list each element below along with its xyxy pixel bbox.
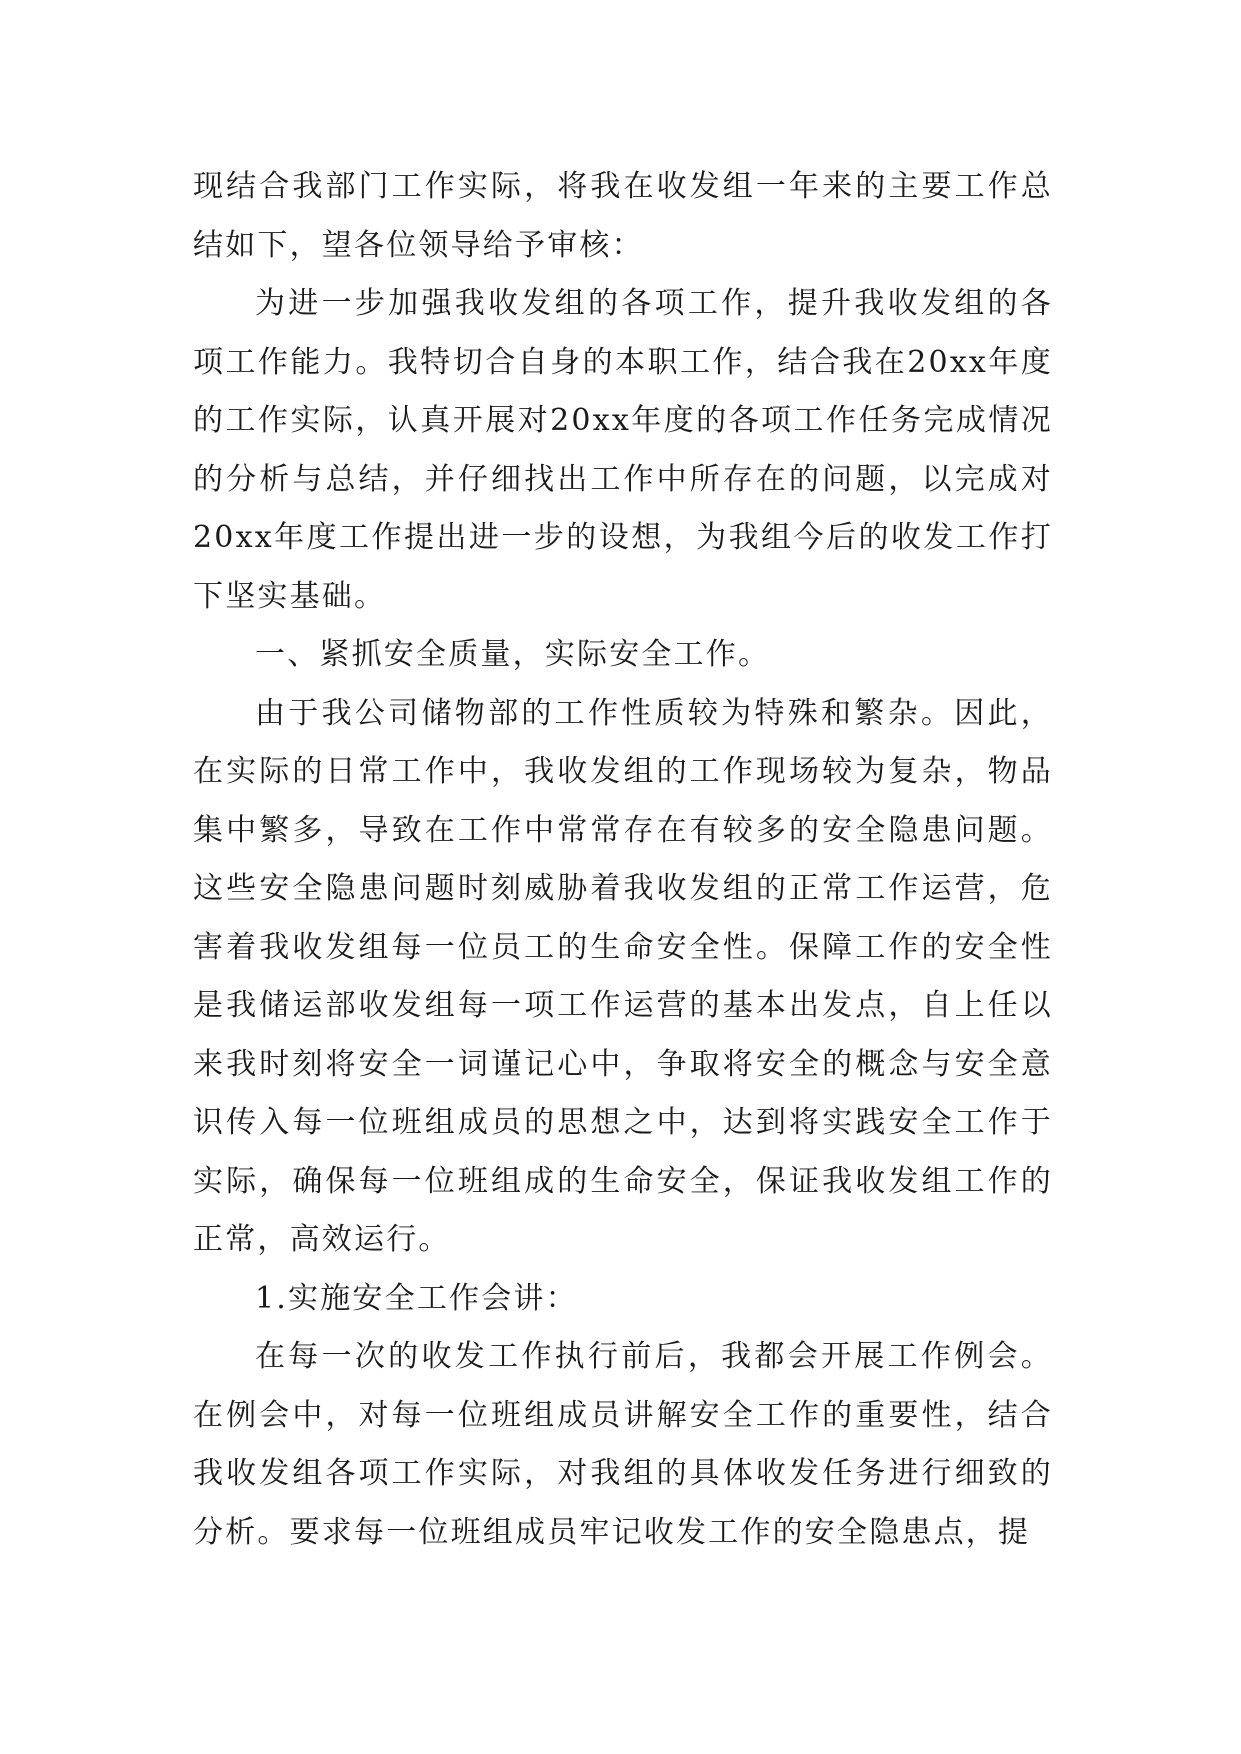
section-heading-safety: 一、紧抓安全质量，实际安全工作。 [255,637,771,672]
paragraph-safety: 由于我公司储物部的工作性质较为特殊和繁杂。因此，在实际的日常工作中，我收发组的工作现场较为复杂，物品集中繁多，导致在工作中常常存在有较多的安全隐患问题。这些安全隐患问题时刻威胁着我收发组的正常工作运营，危害着我收发组每一位员工的生命安全性。保障工作的安全性是我储运部收发组每一项工作运营的基本出发点，自上任以来我时刻将安全一词谨记心中，争取将安全的概念与安全意识传入每一位班组成员的思想之中，达到将实践安全工作于实际，确保每一位班组成的生命安全，保证我收发组工作的正常，高效运行。 [193,695,1053,1257]
paragraph-intro: 现结合我部门工作实际，将我在收发组一年来的主要工作总结如下，望各位领导给予审核： [193,169,1053,263]
subheading-safety-meeting: 1.实施安全工作会讲： [255,1280,578,1316]
document-body [193,158,1053,1562]
paragraph-purpose: 为进一步加强我收发组的各项工作，提升我收发组的各项工作能力。我特切合自身的本职工作，结合我在20xx年度的工作实际，认真开展对20xx年度的各项工作任务完成情况的分析与总结，并仔细找出工作中所存在的问题，以完成对20xx年度工作提出进一步的设想，为我组今后的收发工作打下坚实基础。 [193,286,1053,614]
paragraph-meeting: 在每一次的收发工作执行前后，我都会开展工作例会。在例会中，对每一位班组成员讲解安全工作的重要性，结合我收发组各项工作实际，对我组的具体收发任务进行细致的分析。要求每一位班组成员牢记收发工作的安全隐患点，提 [193,1339,1053,1550]
